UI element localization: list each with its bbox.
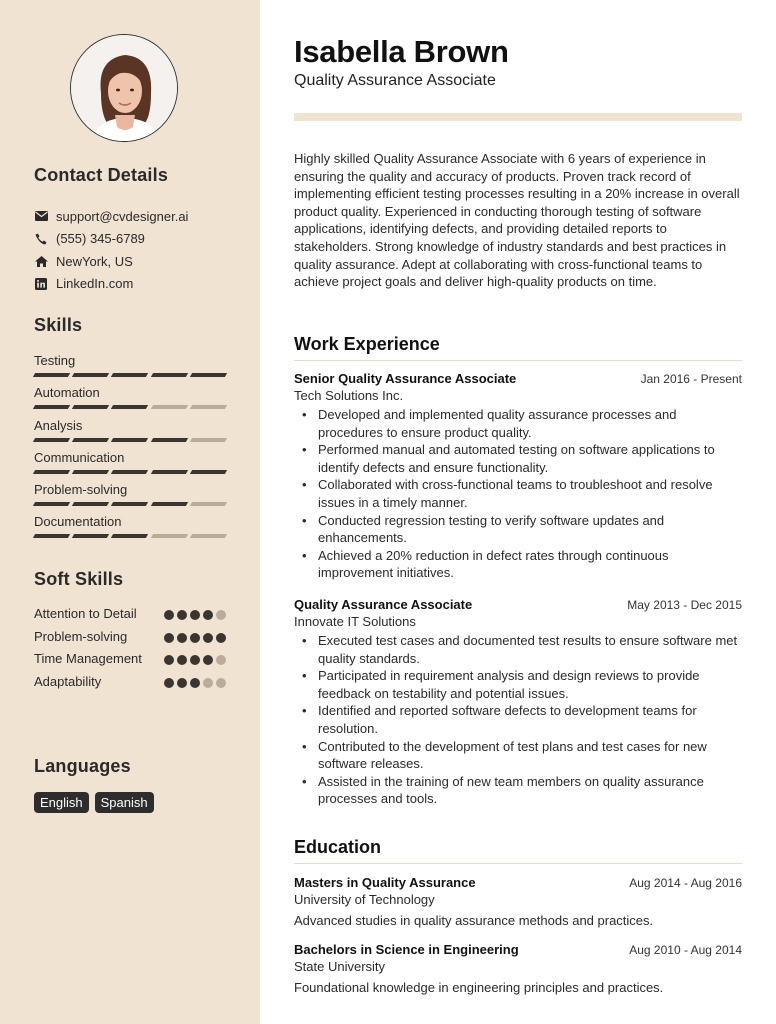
- soft-skill-name: Adaptability: [34, 674, 102, 689]
- skill-segment-empty: [150, 405, 188, 409]
- rating-dot-filled: [190, 655, 200, 665]
- skill-level-bar: [34, 405, 226, 409]
- contact-linkedin-text[interactable]: LinkedIn.com: [56, 276, 134, 292]
- education-divider: [294, 863, 742, 864]
- soft-skill-item: [34, 650, 226, 667]
- skill-segment-filled: [150, 438, 188, 442]
- job-bullet: • Identified and reported software defects to development teams for resolution.: [294, 702, 742, 737]
- rating-dot-filled: [203, 655, 213, 665]
- education-heading: Education: [294, 837, 382, 857]
- skill-segment-filled: [33, 405, 71, 409]
- school-name: University of Technology: [294, 892, 435, 907]
- rating-dot-filled: [164, 633, 174, 643]
- contact-location: [34, 250, 244, 273]
- contact-email: [34, 205, 244, 228]
- contact-phone-text: (555) 345-6789: [56, 231, 145, 247]
- degree-name: Masters in Quality Assurance: [294, 875, 476, 890]
- contact-phone: [34, 228, 244, 251]
- job-entry: [294, 371, 742, 582]
- sidebar: [0, 0, 260, 1024]
- soft-skill-item: [34, 673, 226, 690]
- job-date: May 2013 - Dec 2015: [627, 598, 742, 612]
- job-bullet: • Performed manual and automated testing on software applications to identify defects and ensure functionality.: [294, 441, 742, 476]
- skill-segment-filled: [72, 470, 110, 474]
- soft-skill-rating: [164, 673, 226, 690]
- skill-item: [34, 513, 226, 545]
- header-divider: [294, 113, 742, 121]
- experience-divider: [294, 360, 742, 361]
- skill-item: [34, 481, 226, 513]
- job-bullet: • Developed and implemented quality assurance processes and procedures to ensure product quality.: [294, 406, 742, 441]
- skill-segment-filled: [33, 470, 71, 474]
- skill-name: Problem-solving: [34, 482, 128, 498]
- envelope-icon: [34, 209, 48, 223]
- job-bullets: [294, 406, 742, 582]
- rating-dot-filled: [203, 610, 213, 620]
- phone-icon: [34, 232, 48, 246]
- skill-level-bar: [34, 438, 226, 442]
- rating-dot-filled: [177, 655, 187, 665]
- soft-skill-name: Attention to Detail: [34, 606, 137, 621]
- job-date: Jan 2016 - Present: [640, 372, 742, 386]
- candidate-title: Quality Assurance Associate: [294, 72, 496, 89]
- skill-segment-filled: [190, 373, 228, 377]
- soft-skill-item: [34, 605, 226, 622]
- soft-skills-heading: Soft Skills: [34, 569, 124, 589]
- skill-segment-filled: [150, 470, 188, 474]
- job-bullet: • Assisted in the training of new team members on quality assurance processes and tools.: [294, 773, 742, 808]
- rating-dot-empty: [216, 655, 226, 665]
- rating-dot-filled: [190, 610, 200, 620]
- skill-segment-filled: [33, 502, 71, 506]
- education-date: Aug 2014 - Aug 2016: [629, 876, 742, 890]
- job-bullet: • Collaborated with cross-functional teams to troubleshoot and resolve issues in a timely manner.: [294, 476, 742, 511]
- soft-skills-list: [34, 605, 226, 695]
- skill-name: Communication: [34, 449, 125, 465]
- rating-dot-filled: [190, 633, 200, 643]
- job-bullet: • Conducted regression testing to verify software updates and enhancements.: [294, 512, 742, 547]
- skill-segment-filled: [33, 534, 71, 538]
- soft-skill-rating: [164, 650, 226, 667]
- skill-segment-filled: [111, 470, 149, 474]
- language-badge: English: [34, 792, 89, 813]
- skill-segment-filled: [190, 470, 228, 474]
- rating-dot-filled: [177, 678, 187, 688]
- skill-name: Testing: [34, 353, 76, 368]
- skill-segment-empty: [150, 534, 188, 538]
- language-badge: Spanish: [95, 792, 154, 813]
- job-bullet: • Executed test cases and documented test results to ensure software met quality standards.: [294, 632, 742, 667]
- job-bullet: • Contributed to the development of test plans and test cases for new software releases.: [294, 738, 742, 773]
- rating-dot-filled: [164, 655, 174, 665]
- soft-skill-name: Problem-solving: [34, 629, 128, 644]
- skill-segment-filled: [72, 502, 110, 506]
- languages-list: [34, 792, 154, 813]
- skill-segment-filled: [72, 373, 110, 377]
- contact-location-text: NewYork, US: [56, 253, 133, 269]
- linkedin-icon: [34, 277, 48, 291]
- soft-skill-rating: [164, 628, 226, 645]
- contact-list: [34, 205, 244, 295]
- skill-segment-filled: [72, 405, 110, 409]
- job-role: Quality Assurance Associate: [294, 597, 473, 612]
- skill-segment-filled: [111, 534, 149, 538]
- degree-name: Bachelors in Science in Engineering: [294, 942, 519, 957]
- skill-level-bar: [34, 534, 226, 538]
- skill-segment-filled: [150, 502, 188, 506]
- job-company: Tech Solutions Inc.: [294, 388, 404, 403]
- education-description: Advanced studies in quality assurance methods and practices.: [294, 913, 654, 928]
- skill-item: [34, 384, 226, 416]
- skill-segment-filled: [72, 534, 110, 538]
- skills-list: [34, 352, 226, 546]
- skills-heading: Skills: [34, 315, 83, 335]
- job-role: Senior Quality Assurance Associate: [294, 371, 517, 386]
- soft-skill-rating: [164, 605, 226, 622]
- education-description: Foundational knowledge in engineering principles and practices.: [294, 980, 664, 995]
- rating-dot-filled: [190, 678, 200, 688]
- experience-heading: Work Experience: [294, 334, 440, 354]
- rating-dot-empty: [216, 678, 226, 688]
- skill-name: Documentation: [34, 514, 122, 530]
- job-bullets: [294, 632, 742, 808]
- home-icon: [34, 254, 48, 268]
- summary-text: Highly skilled Quality Assurance Associate with 6 years of experience in ensuring the quality and accuracy of products. Proven track record of implementing efficient testing processes resulting in a 20% increase in overall product quality. Experienced in conducting thorough testing of software applications, identifying defects, and providing detailed reports to stakeholders. Strong knowledge of industry standards and best practices in quality assurance. Adept at collaborating with cross-functional teams to achieve project goals and deliver high-quality products on time.: [294, 151, 740, 290]
- skill-level-bar: [34, 373, 226, 377]
- school-name: State University: [294, 959, 386, 974]
- rating-dot-empty: [203, 678, 213, 688]
- contact-email-text[interactable]: support@cvdesigner.ai: [56, 208, 189, 224]
- languages-heading: Languages: [34, 756, 131, 776]
- skill-name: Automation: [34, 385, 100, 401]
- skill-segment-filled: [111, 405, 149, 409]
- skill-segment-filled: [111, 438, 149, 442]
- job-company: Innovate IT Solutions: [294, 614, 416, 629]
- avatar-photo-icon: [71, 35, 178, 142]
- soft-skill-item: [34, 628, 226, 645]
- skill-segment-empty: [190, 405, 228, 409]
- skill-item: [34, 449, 226, 481]
- rating-dot-filled: [177, 610, 187, 620]
- skill-segment-filled: [150, 373, 188, 377]
- rating-dot-empty: [216, 610, 226, 620]
- education-entry: [294, 875, 742, 928]
- skill-segment-filled: [72, 438, 110, 442]
- skill-segment-empty: [190, 534, 228, 538]
- skill-segment-filled: [33, 438, 71, 442]
- candidate-name: Isabella Brown: [294, 34, 509, 69]
- rating-dot-filled: [164, 610, 174, 620]
- rating-dot-filled: [216, 633, 226, 643]
- avatar: [70, 34, 178, 142]
- rating-dot-filled: [203, 633, 213, 643]
- skill-segment-empty: [190, 502, 228, 506]
- job-bullet: • Participated in requirement analysis and design reviews to provide feedback on testability and potential issues.: [294, 667, 742, 702]
- soft-skill-name: Time Management: [34, 651, 142, 666]
- skill-item: [34, 417, 226, 449]
- skill-name: Analysis: [34, 417, 83, 433]
- skill-segment-filled: [33, 373, 71, 377]
- education-entry: [294, 942, 742, 995]
- skill-level-bar: [34, 502, 226, 506]
- rating-dot-filled: [177, 633, 187, 643]
- contact-linkedin: [34, 273, 244, 296]
- rating-dot-filled: [164, 678, 174, 688]
- job-entry: [294, 597, 742, 808]
- skill-level-bar: [34, 470, 226, 474]
- education-date: Aug 2010 - Aug 2014: [629, 943, 742, 957]
- skill-segment-filled: [111, 502, 149, 506]
- skill-segment-filled: [111, 373, 149, 377]
- job-bullet: • Achieved a 20% reduction in defect rates through continuous improvement initiatives.: [294, 547, 742, 582]
- skill-item: [34, 352, 226, 384]
- skill-segment-empty: [190, 438, 228, 442]
- contact-heading: Contact Details: [34, 165, 169, 185]
